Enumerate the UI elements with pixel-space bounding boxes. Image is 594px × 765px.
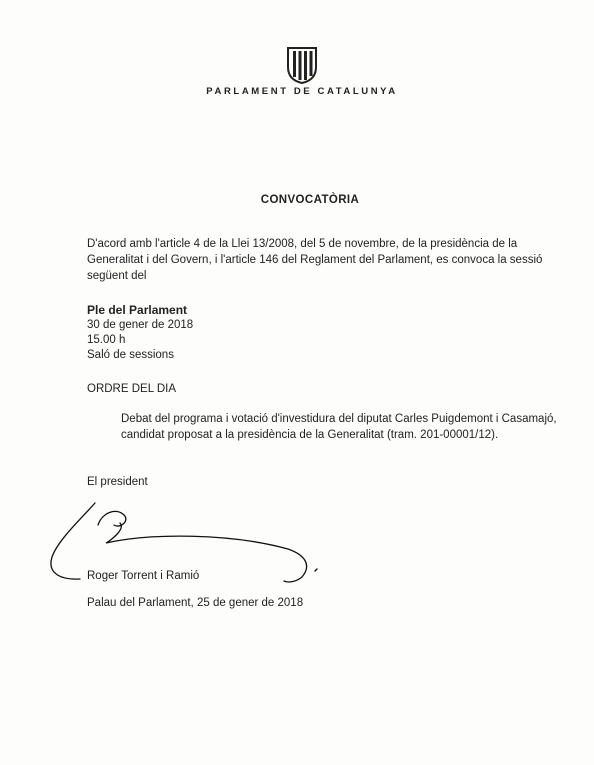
signatory-role: El president <box>87 476 148 488</box>
signatory-name: Roger Torrent i Ramió <box>87 570 200 582</box>
organization-name: PARLAMENT DE CATALUNYA <box>206 86 398 97</box>
document-heading: CONVOCATÒRIA <box>260 194 360 206</box>
parliament-seal-icon <box>285 45 319 85</box>
intro-paragraph: D'acord amb l'article 4 de la Llei 13/2008, del 5 de novembre, de la presidència de la Generalitat i del Govern, i l'article 146 del Reglament del Parlament, es convoca la sessió següent del <box>87 238 543 282</box>
session-title: Ple del Parlament <box>87 303 188 317</box>
place-and-date: Palau del Parlament, 25 de gener de 2018 <box>87 597 304 609</box>
session-date: 30 de gener de 2018 <box>87 319 194 331</box>
order-of-day-label: ORDRE DEL DIA <box>87 383 177 395</box>
agenda-item: Debat del programa i votació d'investidura del diputat Carles Puigdemont i Casamajó, candidat proposat a la presidència de la Generalitat (tram. 201-00001/12). <box>121 413 557 441</box>
session-time: 15.00 h <box>87 334 126 346</box>
session-details <box>87 303 193 363</box>
session-venue: Saló de sessions <box>87 349 174 361</box>
